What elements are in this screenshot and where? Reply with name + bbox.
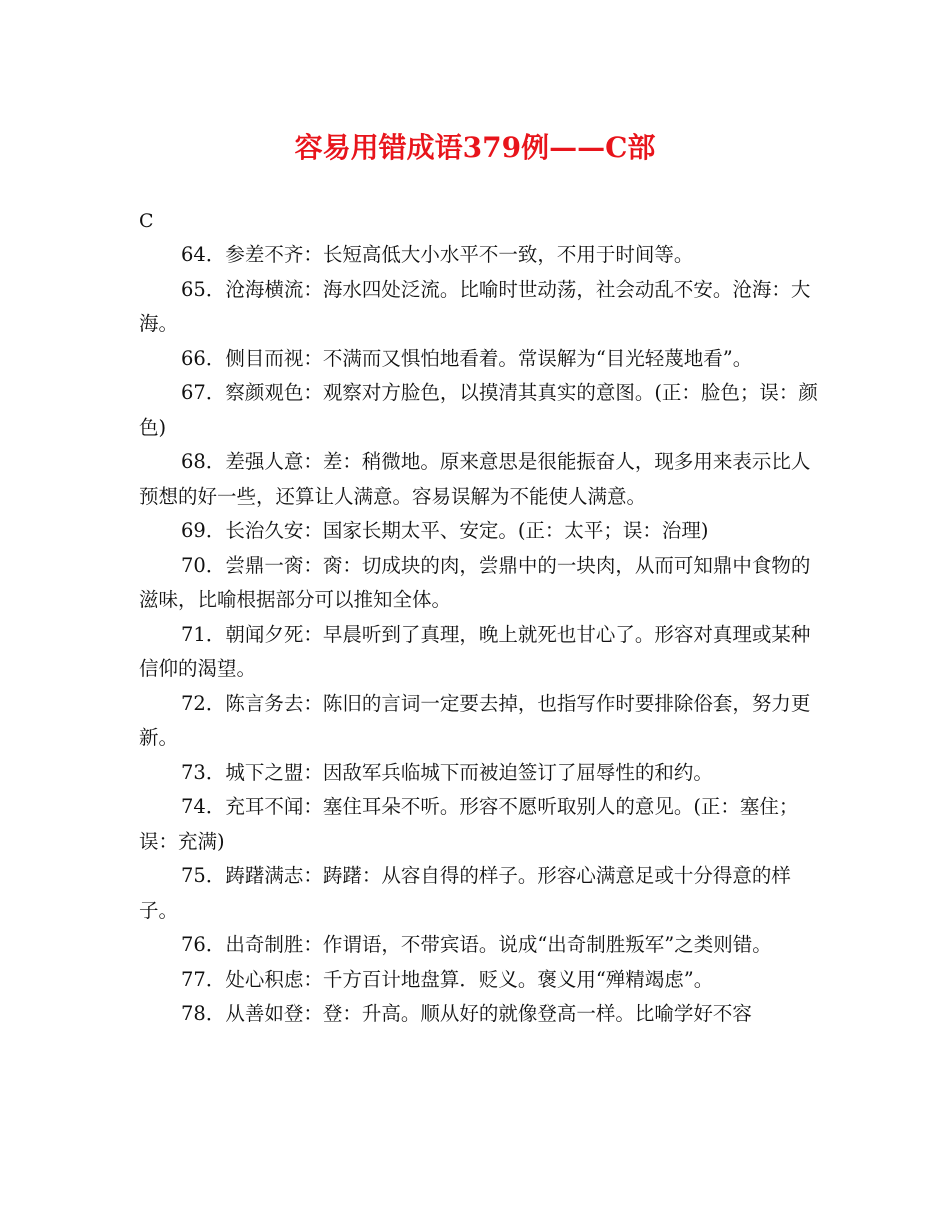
- idiom-entry: 72．陈言务去：陈旧的言词一定要去掉，也指写作时要排除俗套，努力更新。: [139, 691, 811, 749]
- idiom-entry: 78．从善如登：登：升高。顺从好的就像登高一样。比喻学好不容: [181, 1002, 752, 1025]
- idiom-entry: 76．出奇制胜：作谓语，不带宾语。说成“出奇制胜叛军”之类则错。: [181, 933, 772, 956]
- idiom-entry: 66．侧目而视：不满而又惧怕地看着。常误解为“目光轻蔑地看”。: [181, 346, 753, 370]
- idiom-entry: 77．处心积虑：千方百计地盘算．贬义。褒义用“殚精竭虑”。: [181, 967, 714, 991]
- idiom-entry: 64．参差不齐：长短高低大小水平不一致，不用于时间等。: [181, 243, 694, 266]
- idiom-entry: 73．城下之盟：因敌军兵临城下而被迫签订了屈辱性的和约。: [181, 760, 713, 784]
- idiom-entry: 70．尝鼎一脔：脔：切成块的肉，尝鼎中的一块肉，从而可知鼎中食物的滋味，比喻根据部分可以推知全体。: [139, 553, 811, 611]
- idiom-entry: 65．沧海横流：海水四处泛流。比喻时世动荡，社会动乱不安。沧海：大海。: [139, 277, 811, 335]
- idiom-entry: 71．朝闻夕死：早晨听到了真理，晚上就死也甘心了。形容对真理或某种信仰的渴望。: [139, 622, 811, 680]
- idiom-entry: 69．长治久安：国家长期太平、安定。(正：太平；误：治理): [181, 519, 709, 542]
- idiom-entry-list: [139, 238, 821, 1032]
- idiom-entry: 74．充耳不闻：塞住耳朵不听。形容不愿听取别人的意见。(正：塞住；误：充满): [139, 795, 799, 853]
- document-title: 容易用错成语379例——C部: [294, 131, 656, 164]
- idiom-entry: 75．踌躇满志：踌躇：从容自得的样子。形容心满意足或十分得意的样子。: [139, 864, 791, 922]
- idiom-entry: 68．差强人意：差：稍微地。原来意思是很能振奋人，现多用来表示比人预想的好一些，还算让人满意。容易误解为不能使人满意。: [139, 450, 811, 508]
- section-letter: C: [139, 210, 154, 232]
- idiom-entry: 67．察颜观色：观察对方脸色，以摸清其真实的意图。(正：脸色；误：颜色): [139, 381, 818, 439]
